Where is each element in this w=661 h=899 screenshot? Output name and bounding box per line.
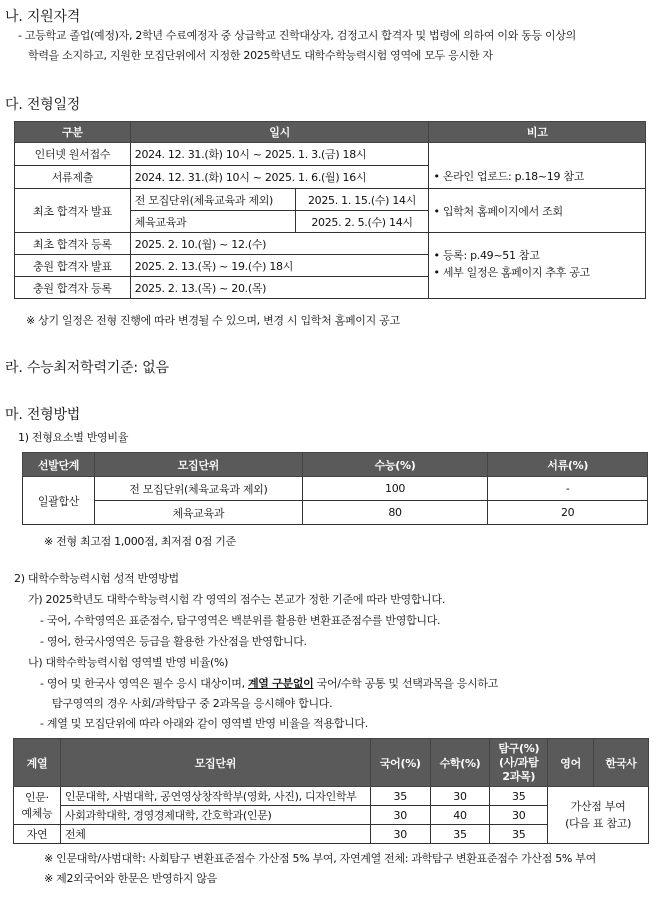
- schedule-note-line: • 등록: p.49~51 참고: [433, 249, 540, 262]
- method-na-1: [40, 674, 498, 694]
- schedule-row-date: 2025. 2. 10.(월) ~ 12.(수): [130, 233, 429, 255]
- ratio-header-docs: 서류(%): [488, 453, 648, 477]
- method-ga-2: - 영어, 한국사영역은 등급을 활용한 가산점을 반영합니다.: [40, 635, 307, 648]
- schedule-row-date: 2024. 12. 31.(화) 10시 ~ 2025. 1. 3.(금) 18시: [130, 143, 429, 166]
- area-group-line: 인문·: [25, 790, 49, 804]
- method-sub-title-1: 1) 전형요소별 반영비율: [18, 431, 129, 444]
- area-inquiry: 35: [490, 787, 548, 806]
- schedule-row-label: 충원 합격자 발표: [15, 255, 131, 277]
- ratio-unit: 전 모집단위(체육교육과 제외): [94, 477, 302, 501]
- eligibility-line-2: 학력을 소지하고, 지원한 모집단위에서 지정한 2025학년도 대학수학능력시험 영역에 모두 응시한 자: [28, 49, 493, 62]
- schedule-note-line: • 세부 일정은 홈페이지 추후 공고: [433, 266, 590, 279]
- area-header-korean: 국어(%): [370, 739, 430, 787]
- area-footnote-2: ※ 제2외국어와 한문은 반영하지 않음: [44, 872, 217, 885]
- ratio-unit: 체육교육과: [94, 501, 302, 525]
- ratio-note: ※ 전형 최고점 1,000점, 최저점 0점 기준: [44, 535, 236, 548]
- ratio-suneung: 100: [302, 477, 488, 501]
- area-korean: 30: [370, 825, 430, 844]
- area-bonus-line: 가산점 부여: [570, 800, 626, 813]
- ratio-table: [22, 452, 648, 525]
- area-header-group: 계열: [14, 739, 61, 787]
- schedule-row-label: 최초 합격자 발표: [15, 189, 131, 233]
- schedule-sub-unit: 체육교육과: [130, 211, 295, 233]
- schedule-row-label: 충원 합격자 등록: [15, 277, 131, 299]
- schedule-row-date: 2025. 2. 13.(목) ~ 20.(목): [130, 277, 429, 299]
- area-bonus: [548, 787, 649, 844]
- ratio-stage: 일괄합산: [23, 477, 95, 525]
- area-header-history: 한국사: [594, 739, 649, 787]
- schedule-note-upload: • 온라인 업로드: p.18~19 참고: [429, 143, 646, 189]
- area-math: 40: [430, 806, 490, 825]
- area-inquiry: 35: [490, 825, 548, 844]
- schedule-row-label: 서류제출: [15, 166, 131, 189]
- area-group-line: 예체능: [21, 806, 53, 820]
- method-ga-1: - 국어, 수학영역은 표준점수, 탐구영역은 백분위를 활용한 변환표준점수를 반영합니다.: [40, 614, 441, 627]
- area-unit: 전체: [60, 825, 370, 844]
- ratio-docs: 20: [488, 501, 648, 525]
- area-footnote-1: ※ 인문대학/사범대학: 사회탐구 변환표준점수 가산점 5% 부여, 자연계열 전체: 과학탐구 변환표준점수 가산점 5% 부여: [44, 852, 596, 865]
- section-title-method: 마. 전형방법: [5, 407, 81, 423]
- schedule-header-category: 구분: [15, 122, 131, 143]
- schedule-note-registration: [429, 233, 646, 299]
- schedule-footnote: ※ 상기 일정은 전형 진행에 따라 변경될 수 있으며, 변경 시 입학처 홈페이지 공고: [26, 314, 400, 327]
- area-unit: 인문대학, 사범대학, 공연영상창작학부(영화, 사진), 디자인학부: [60, 787, 370, 806]
- eligibility-line-1: - 고등학교 졸업(예정)자, 2학년 수료예정자 중 상급학교 진학대상자, 검정고시 합격자 및 법령에 의하여 이와 동등 이상의: [18, 29, 577, 42]
- area-header-inquiry-line: 탐구(%): [498, 741, 540, 755]
- section-title-eligibility: 나. 지원자격: [5, 9, 81, 25]
- area-korean: 35: [370, 787, 430, 806]
- section-title-schedule: 다. 전형일정: [5, 97, 81, 113]
- schedule-header-note: 비고: [429, 122, 646, 143]
- method-sub-title-2: 2) 대학수학능력시험 성적 반영방법: [14, 572, 179, 585]
- schedule-row-label: 인터넷 원서접수: [15, 143, 131, 166]
- schedule-sub-date: 2025. 1. 15.(수) 14시: [295, 189, 429, 211]
- method-na-1b: 탐구영역의 경우 사회/과학탐구 중 2과목을 응시해야 합니다.: [52, 697, 333, 710]
- schedule-note-homepage: • 입학처 홈페이지에서 조회: [429, 189, 646, 233]
- area-header-unit: 모집단위: [60, 739, 370, 787]
- area-group-humanities: [14, 787, 61, 825]
- area-korean: 30: [370, 806, 430, 825]
- area-unit: 사회과학대학, 경영경제대학, 간호학과(인문): [60, 806, 370, 825]
- area-header-english: 영어: [548, 739, 594, 787]
- method-ga: 가) 2025학년도 대학수학능력시험 각 영역의 점수는 본교가 정한 기준에 따라 반영합니다.: [28, 593, 446, 606]
- ratio-header-suneung: 수능(%): [302, 453, 488, 477]
- area-bonus-line: (다음 표 참고): [565, 817, 632, 830]
- ratio-suneung: 80: [302, 501, 488, 525]
- schedule-header-datetime: 일시: [130, 122, 429, 143]
- area-header-math: 수학(%): [430, 739, 490, 787]
- schedule-table: [14, 121, 646, 299]
- ratio-header-stage: 선발단계: [23, 453, 95, 477]
- area-header-inquiry-line: (사/과탐: [499, 755, 539, 769]
- area-group-natural: 자연: [14, 825, 61, 844]
- method-na: 나) 대학수학능력시험 영역별 반영 비율(%): [28, 656, 229, 669]
- method-na-2: - 계열 및 모집단위에 따라 아래와 같이 영역별 반영 비율을 적용합니다.: [40, 717, 368, 730]
- ratio-docs: -: [488, 477, 648, 501]
- area-math: 30: [430, 787, 490, 806]
- area-header-inquiry: [490, 739, 548, 787]
- method-na-1-emph: 계열 구분없이: [247, 677, 314, 690]
- schedule-row-label: 최초 합격자 등록: [15, 233, 131, 255]
- area-math: 35: [430, 825, 490, 844]
- schedule-sub-date: 2025. 2. 5.(수) 14시: [295, 211, 429, 233]
- ratio-header-unit: 모집단위: [94, 453, 302, 477]
- method-na-1-pre: - 영어 및 한국사 영역은 필수 응시 대상이며,: [40, 677, 248, 690]
- schedule-row-date: 2025. 2. 13.(목) ~ 19.(수) 18시: [130, 255, 429, 277]
- method-na-1-post: 국어/수학 공통 및 선택과목을 응시하고: [313, 677, 499, 690]
- schedule-sub-unit: 전 모집단위(체육교육과 제외): [130, 189, 295, 211]
- area-header-inquiry-line: 2과목): [502, 769, 536, 783]
- schedule-row-date: 2024. 12. 31.(화) 10시 ~ 2025. 1. 6.(월) 16시: [130, 166, 429, 189]
- area-ratio-table: [13, 738, 649, 844]
- section-title-min-standard: 라. 수능최저학력기준: 없음: [5, 360, 169, 376]
- area-inquiry: 30: [490, 806, 548, 825]
